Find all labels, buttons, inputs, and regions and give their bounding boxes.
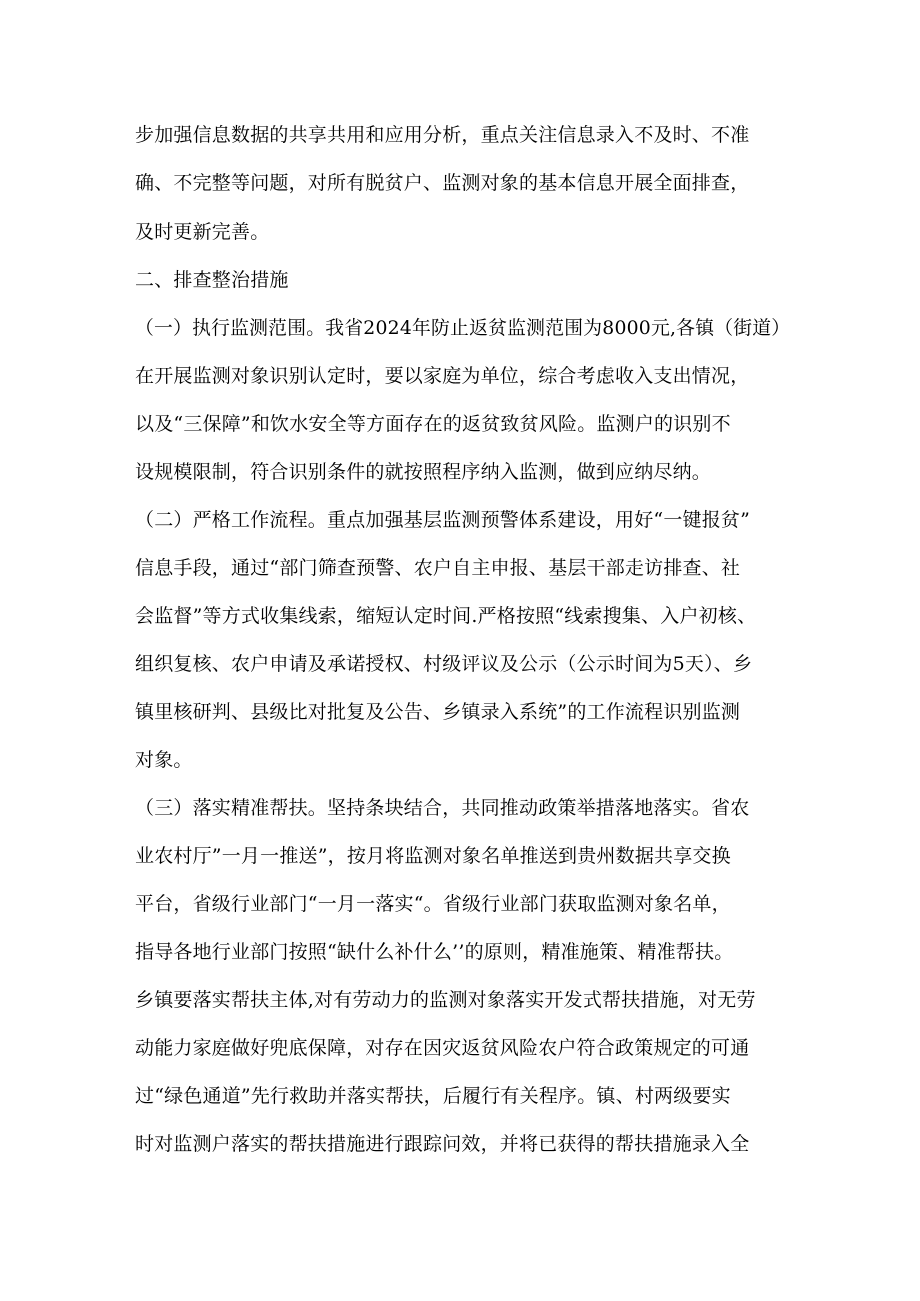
- text-line: 确、不完整等问题，对所有脱贫户、监测对象的基本信息开展全面排查，: [135, 172, 750, 194]
- text-line: 设规模限制，符合识别条件的就按照程序纳入监测，做到应纳尽纳。: [135, 461, 712, 483]
- text-line: 乡镇要落实帮扶主体,对有劳动力的监测对象落实开发式帮扶措施，对无劳: [135, 989, 756, 1011]
- text-line: 会监督”等方式收集线索，缩短认定时间.严格按照“线索搜集、入户初核、: [135, 605, 757, 627]
- text-line: 在开展监测对象识别认定时，要以家庭为单位，综合考虑收入支出情况，: [135, 365, 750, 387]
- text-line: 平台，省级行业部门“一月一落实“。省级行业部门获取监测对象名单，: [135, 893, 731, 915]
- text-line: 业农村厅”一月一推送”，按月将监测对象名单推送到贵州数据共享交换: [135, 845, 731, 867]
- text-line: 信息手段，通过“部门筛查预警、农户自主申报、基层干部走访排查、社: [135, 557, 741, 579]
- text-line: 以及“三保障”和饮水安全等方面存在的返贫致贫风险。监测户的识别不: [135, 413, 731, 435]
- text-line: 对象。: [135, 749, 193, 771]
- text-line: 指导各地行业部门按照“缺什么补什么’’的原则，精准施策、精准帮扶。: [135, 941, 734, 963]
- text-line: 组织复核、农户申请及承诺授权、村级评议及公示（公示时间为5天）、乡: [135, 653, 753, 675]
- section-heading: 二、排查整治措施: [135, 269, 289, 291]
- text-line: （二）严格工作流程。重点加强基层监测预警体系建设，用好“一键报贫”: [135, 509, 751, 531]
- text-line: （一）执行监测范围。我省2024年防止返贫监测范围为8000元,各镇（街道）: [135, 317, 791, 339]
- text-line: 时对监测户落实的帮扶措施进行跟踪问效，并将已获得的帮扶措施录入全: [135, 1133, 750, 1155]
- text-line: 步加强信息数据的共享共用和应用分析，重点关注信息录入不及时、不准: [135, 124, 750, 146]
- text-line: 动能力家庭做好兜底保障，对存在因灾返贫风险农户符合政策规定的可通: [135, 1037, 750, 1059]
- text-line: 过“绿色通道”先行救助并落实帮扶，后履行有关程序。镇、村两级要实: [135, 1085, 731, 1107]
- text-line: 及时更新完善。: [135, 221, 270, 243]
- text-line: （三）落实精准帮扶。坚持条块结合，共同推动政策举措落地落实。省农: [135, 797, 750, 819]
- text-line: 镇里核研判、县级比对批复及公告、乡镇录入系统”的工作流程识别监测: [135, 701, 741, 723]
